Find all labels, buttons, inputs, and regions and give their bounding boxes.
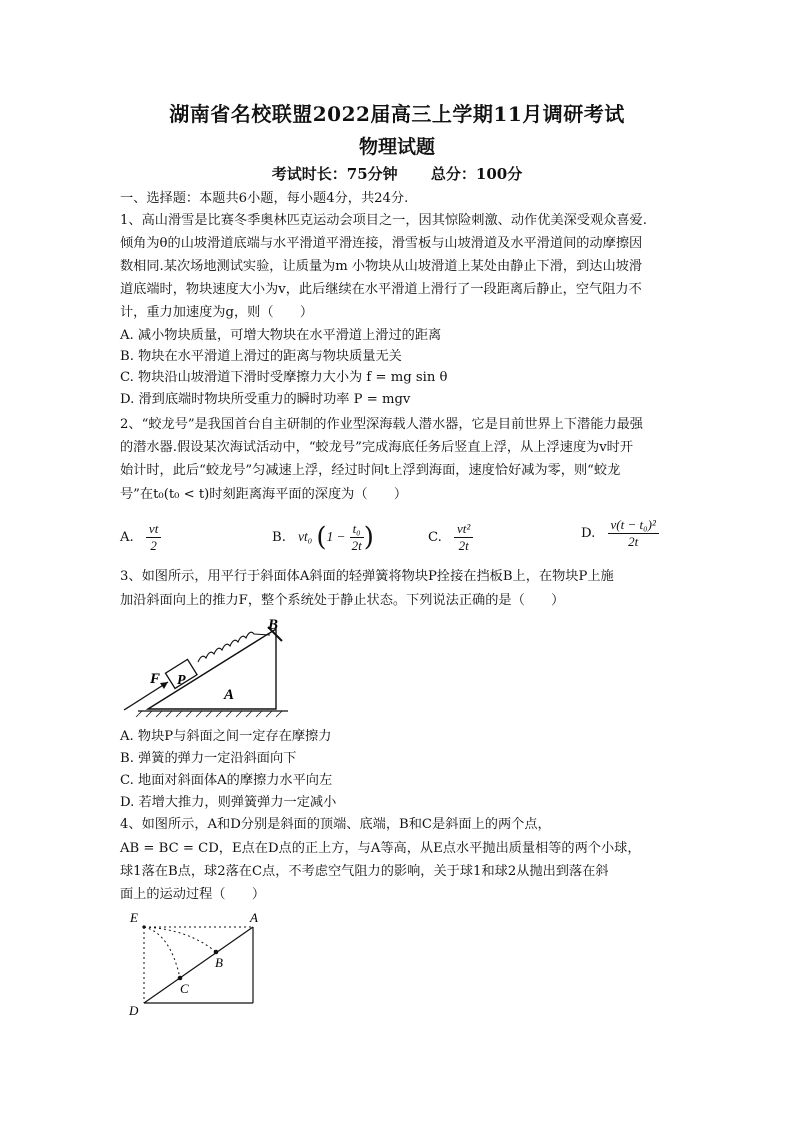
q2-option-c: C. $\frac{\text{vt²}}{2t}$ bbox=[428, 521, 473, 554]
q1-option-d: D. 滑到底端时物块所受重力的瞬时功率 P = mgv bbox=[120, 392, 411, 407]
q4-line-1: 4、如图所示，A和D分别是斜面的顶端、底端，B和C是斜面上的两个点， bbox=[120, 817, 551, 832]
label-D: D bbox=[129, 1003, 139, 1018]
q2-line-2: 的潜水器.假设某次海试活动中，“蛟龙号”完成海底任务后竖直上浮，从上浮速度为v时开 bbox=[120, 440, 634, 455]
q1-line-1: 1、高山滑雪是比赛冬季奥林匹克运动会项目之一，因其惊险刺激、动作优美深受观众喜爱. bbox=[120, 213, 647, 228]
label-P: P bbox=[177, 673, 186, 688]
incline-spring-figure bbox=[118, 615, 298, 720]
q3-line-2: 加沿斜面向上的推力F，整个系统处于静止状态。下列说法正确的是（ ） bbox=[120, 593, 565, 608]
q1-option-c: C. 物块沿山坡滑道下滑时受摩擦力大小为 f = mg sin θ bbox=[120, 370, 448, 385]
exam-title: 湖南省名校联盟2022届高三上学期11月调研考试 bbox=[169, 102, 625, 126]
q4-line-2: AB = BC = CD，E点在D点的正上方，与A等高，从E点水平抛出质量相等的两个小球， bbox=[120, 841, 641, 856]
q1-option-a: A. 减小物块质量，可增大物块在水平滑道上滑过的距离 bbox=[120, 328, 442, 343]
label-B: B bbox=[215, 955, 223, 970]
q2-option-a: A. $\frac{vt}{2}$ bbox=[120, 521, 161, 554]
q3-option-d: D. 若增大推力，则弹簧弹力一定减小 bbox=[120, 795, 337, 810]
q3-option-b: B. 弹簧的弹力一定沿斜面向下 bbox=[120, 751, 297, 766]
subject-title: 物理试题 bbox=[358, 136, 435, 158]
q4-line-3: 球1落在B点，球2落在C点，不考虑空气阻力的影响，关于球1和球2从抛出到落在斜 bbox=[120, 864, 609, 879]
projectile-incline-figure bbox=[126, 905, 272, 1020]
q2-option-b: B. vt₀ (1 − $\frac{\text{t₀}}{2t}$ ) bbox=[272, 521, 374, 553]
q2-a-fraction: $\frac{vt}{2}$ bbox=[146, 521, 161, 554]
label-B: B bbox=[268, 617, 279, 633]
q4-line-4: 面上的运动过程（ ） bbox=[120, 887, 266, 902]
q3-option-a: A. 物块P与斜面之间一定存在摩擦力 bbox=[120, 729, 332, 744]
total-score: 总分：100分 bbox=[430, 165, 523, 183]
q2-line-3: 始计时，此后“蛟龙号”匀减速上浮，经过时间t上浮到海面，速度恰好减为零，则“蛟龙 bbox=[120, 463, 621, 478]
q1-line-2: 倾角为θ的山坡滑道底端与水平滑道平滑连接，滑雪板与山坡滑道及水平滑道间的动摩擦因 bbox=[120, 236, 643, 251]
q2-c-fraction: $\frac{\text{vt²}}{2t}$ bbox=[454, 521, 473, 554]
q3-option-c: C. 地面对斜面体A的摩擦力水平向左 bbox=[120, 773, 333, 788]
exam-info bbox=[0, 163, 794, 184]
label-A: A bbox=[250, 910, 258, 925]
q1-line-3: 数相同.某次场地测试实验，让质量为m 小物块从山坡滑道上某处由静止下滑，到达山坡滑 bbox=[120, 259, 643, 274]
q1-line-4: 道底端时，物块速度大小为v，此后继续在水平滑道上滑行了一段距离后静止，空气阻力不 bbox=[120, 282, 642, 297]
q2-option-d: D. $\frac{\text{v(t − t₀)²}}{2t}$ bbox=[581, 517, 659, 550]
label-F: F bbox=[150, 671, 161, 687]
label-E: E bbox=[130, 910, 138, 925]
label-C: C bbox=[180, 981, 189, 996]
q1-option-b: B. 物块在水平滑道上滑过的距离与物块质量无关 bbox=[120, 349, 402, 364]
q2-d-fraction: $\frac{\text{v(t − t₀)²}}{2t}$ bbox=[608, 517, 659, 550]
section-heading: 一、选择题：本题共6小题，每小题4分，共24分. bbox=[120, 191, 409, 206]
duration: 考试时长：75分钟 bbox=[271, 165, 398, 183]
q2-b-fraction: $\frac{\text{t₀}}{2t}$ bbox=[350, 521, 364, 554]
q2-line-1: 2、“蛟龙号”是我国首台自主研制的作业型深海载人潜水器，它是目前世界上下潜能力最强 bbox=[120, 417, 643, 432]
q1-line-5: 计，重力加速度为g，则（ ） bbox=[120, 305, 314, 320]
label-A: A bbox=[224, 687, 235, 703]
q2-line-4: 号”在t₀(t₀ < t)时刻距离海平面的深度为（ ） bbox=[120, 487, 408, 502]
q3-line-1: 3、如图所示，用平行于斜面体A斜面的轻弹簧将物块P拴接在挡板B上，在物块P上施 bbox=[120, 569, 614, 584]
